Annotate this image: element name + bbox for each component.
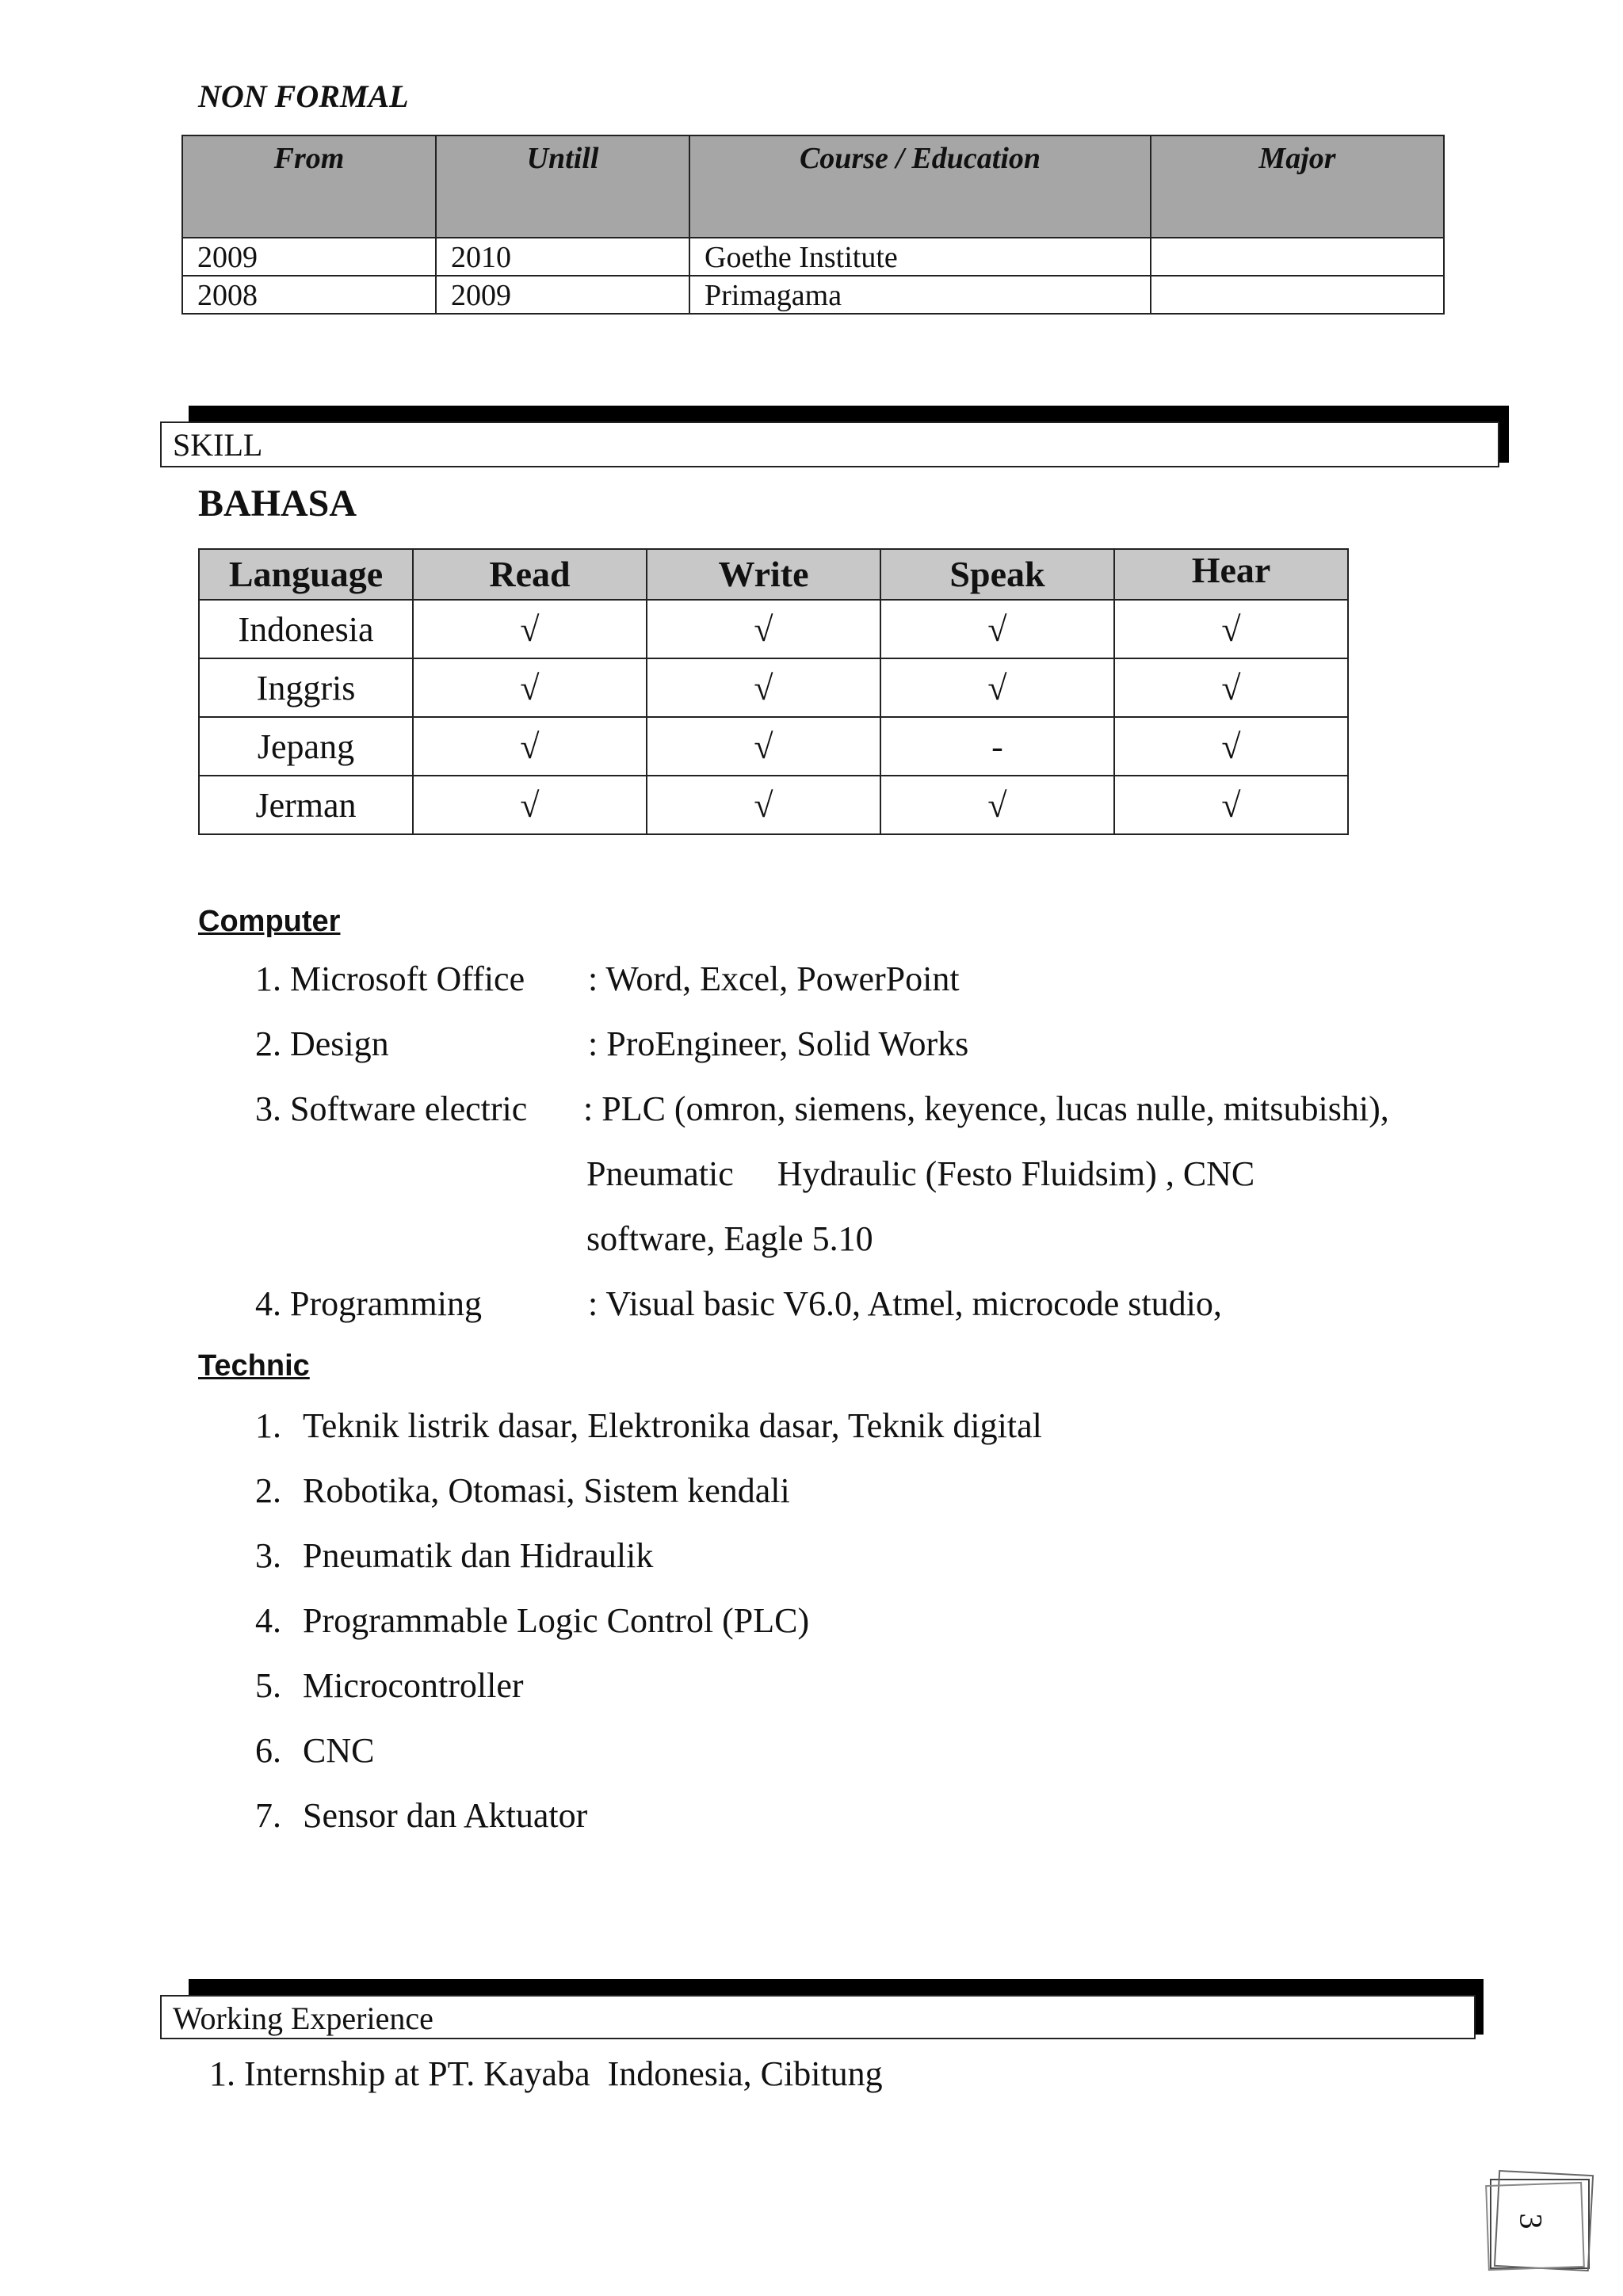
item-text: Programmable Logic Control (PLC) [303, 1601, 810, 1640]
check-mark: √ [1114, 776, 1348, 834]
technic-title: Technic [198, 1349, 310, 1383]
computer-item [255, 1024, 969, 1064]
check-mark: √ [880, 776, 1114, 834]
check-mark: √ [1114, 658, 1348, 717]
item-text: CNC [303, 1731, 375, 1770]
header-box [160, 421, 1499, 467]
column-header-read: Read [413, 549, 647, 600]
header-bar [189, 1979, 1484, 1995]
column-header-speak: Speak [880, 549, 1114, 600]
table-row [199, 600, 1348, 658]
item-number: 5. [255, 1666, 281, 1705]
computer-item-value: : PLC (omron, siemens, keyence, lucas nulle, mitsubishi), [583, 1089, 1389, 1128]
table-cell: 2008 [182, 276, 436, 314]
technic-item [255, 1535, 654, 1576]
language-name: Inggris [199, 658, 413, 717]
language-name: Jerman [199, 776, 413, 834]
computer-item-label: 2. Design [255, 1024, 389, 1063]
table-cell [1151, 238, 1444, 276]
check-mark: √ [647, 717, 880, 776]
computer-item [255, 1089, 1389, 1129]
table-row [199, 717, 1348, 776]
skill-section-header [158, 402, 1514, 469]
check-mark: √ [647, 658, 880, 717]
table-cell: 2009 [182, 238, 436, 276]
table-row [182, 238, 1444, 276]
item-text: Sensor dan Aktuator [303, 1796, 588, 1835]
language-table [198, 548, 1349, 835]
technic-item [255, 1730, 375, 1771]
column-header-major: Major [1151, 135, 1444, 238]
item-number: 7. [255, 1796, 281, 1835]
column-header-hear: Hear [1114, 549, 1348, 600]
computer-item-continuation [586, 1219, 873, 1259]
item-number: 1. [255, 1406, 281, 1445]
working-experience-section-header [158, 1976, 1490, 2042]
item-text: Robotika, Otomasi, Sistem kendali [303, 1471, 790, 1510]
item-number: 6. [255, 1731, 281, 1770]
bahasa-title: BAHASA [198, 482, 357, 524]
item-text: Teknik listrik dasar, Elektronika dasar, Teknik digital [303, 1406, 1042, 1445]
computer-item [255, 1283, 1222, 1324]
technic-item [255, 1405, 1042, 1446]
column-header-course: Course / Education [689, 135, 1151, 238]
technic-item [255, 1665, 524, 1706]
computer-title: Computer [198, 905, 341, 938]
page-number-box [1490, 2179, 1590, 2269]
table-cell: 2009 [436, 276, 689, 314]
computer-item-label: 3. Software electric [255, 1089, 528, 1128]
skill-header-label: SKILL [173, 427, 263, 463]
item-number: 4. [255, 1601, 281, 1640]
check-mark: √ [413, 717, 647, 776]
check-mark: √ [413, 776, 647, 834]
column-header-untill: Untill [436, 135, 689, 238]
computer-item-value: : ProEngineer, Solid Works [588, 1024, 969, 1063]
computer-item [255, 959, 960, 999]
item-number: 3. [255, 1536, 281, 1575]
column-header-language: Language [199, 549, 413, 600]
computer-item-label: 4. Programming [255, 1284, 482, 1323]
table-cell [1151, 276, 1444, 314]
check-mark: √ [1114, 717, 1348, 776]
check-mark: √ [880, 658, 1114, 717]
technic-item [255, 1795, 588, 1836]
column-header-write: Write [647, 549, 880, 600]
check-mark: √ [413, 600, 647, 658]
check-mark: √ [413, 658, 647, 717]
header-bar [189, 406, 1509, 421]
item-number: 2. [255, 1471, 281, 1510]
technic-item [255, 1470, 790, 1511]
technic-item [255, 1600, 810, 1641]
computer-item-value: software, Eagle 5.10 [586, 1219, 873, 1258]
item-text: Pneumatik dan Hidraulik [303, 1536, 654, 1575]
language-name: Jepang [199, 717, 413, 776]
check-mark: √ [1114, 600, 1348, 658]
computer-item-value: Pneumatic Hydraulic (Festo Fluidsim) , CNC [586, 1154, 1255, 1193]
table-cell: Primagama [689, 276, 1151, 314]
table-row [199, 658, 1348, 717]
language-name: Indonesia [199, 600, 413, 658]
working-experience-header-label: Working Experience [173, 2000, 433, 2036]
computer-item-value: : Word, Excel, PowerPoint [588, 959, 960, 998]
table-cell: Goethe Institute [689, 238, 1151, 276]
check-mark: √ [880, 600, 1114, 658]
check-mark: √ [647, 776, 880, 834]
table-row [199, 776, 1348, 834]
computer-item-value: : Visual basic V6.0, Atmel, microcode studio, [588, 1284, 1222, 1323]
dash-mark: - [880, 717, 1114, 776]
table-header-row [199, 549, 1348, 600]
table-row [182, 276, 1444, 314]
computer-item-continuation [586, 1154, 1254, 1194]
table-header-row [182, 135, 1444, 238]
non-formal-table [181, 135, 1445, 315]
non-formal-title: NON FORMAL [198, 78, 409, 114]
table-cell: 2010 [436, 238, 689, 276]
column-header-from: From [182, 135, 436, 238]
computer-item-label: 1. Microsoft Office [255, 959, 525, 998]
item-text: Microcontroller [303, 1666, 524, 1705]
experience-item: 1. Internship at PT. Kayaba Indonesia, Cibitung [209, 2054, 883, 2093]
page-number: 3 [1513, 2213, 1549, 2229]
check-mark: √ [647, 600, 880, 658]
